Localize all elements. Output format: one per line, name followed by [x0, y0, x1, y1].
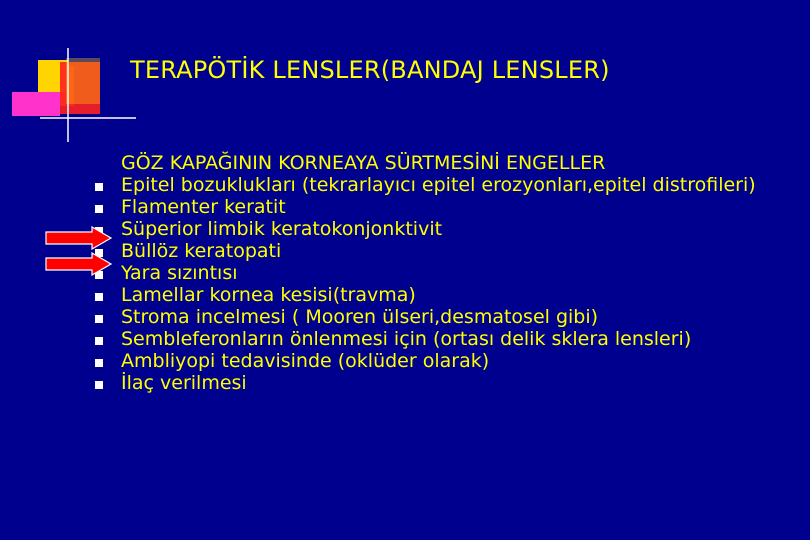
square-bullet-icon	[95, 359, 103, 367]
list-item-text: Süperior limbik keratokonjonktivit	[121, 218, 443, 240]
content-body	[121, 152, 801, 394]
list-item	[121, 196, 801, 218]
list-item	[121, 284, 801, 306]
arrow-right-icon	[44, 226, 114, 250]
square-bullet-icon	[95, 315, 103, 323]
list-item	[121, 372, 801, 394]
corner-logo-icon	[0, 0, 140, 150]
list-item	[121, 174, 801, 196]
list-item-text: Flamenter keratit	[121, 196, 286, 218]
list-item	[121, 218, 801, 240]
square-bullet-icon	[95, 205, 103, 213]
list-item-text: Epitel bozuklukları (tekrarlayıcı epitel erozyonları,epitel distrofileri)	[121, 174, 756, 196]
intro-line: GÖZ KAPAĞININ KORNEAYA SÜRTMESİNİ ENGELLER	[121, 152, 606, 174]
square-bullet-icon	[95, 183, 103, 191]
bullet-list	[121, 174, 801, 394]
list-item-text: Büllöz keratopati	[121, 240, 282, 262]
square-bullet-icon	[95, 337, 103, 345]
arrow-right-icon	[44, 252, 114, 276]
slide-title: TERAPÖTİK LENSLER(BANDAJ LENSLER)	[130, 56, 610, 84]
list-item-text: Lamellar kornea kesisi(travma)	[121, 284, 416, 306]
list-item	[121, 240, 801, 262]
square-bullet-icon	[95, 293, 103, 301]
list-item-text: İlaç verilmesi	[121, 372, 247, 394]
list-item	[121, 350, 801, 372]
list-item-text: Yara sızıntısı	[121, 262, 238, 284]
list-item	[121, 306, 801, 328]
list-item	[121, 328, 801, 350]
list-item-text: Sembleferonların önlenmesi için (ortası delik sklera lensleri)	[121, 328, 692, 350]
list-item-text: Stroma incelmesi ( Mooren ülseri,desmatosel gibi)	[121, 306, 599, 328]
list-item-text: Ambliyopi tedavisinde (oklüder olarak)	[121, 350, 490, 372]
list-item	[121, 262, 801, 284]
square-bullet-icon	[95, 381, 103, 389]
